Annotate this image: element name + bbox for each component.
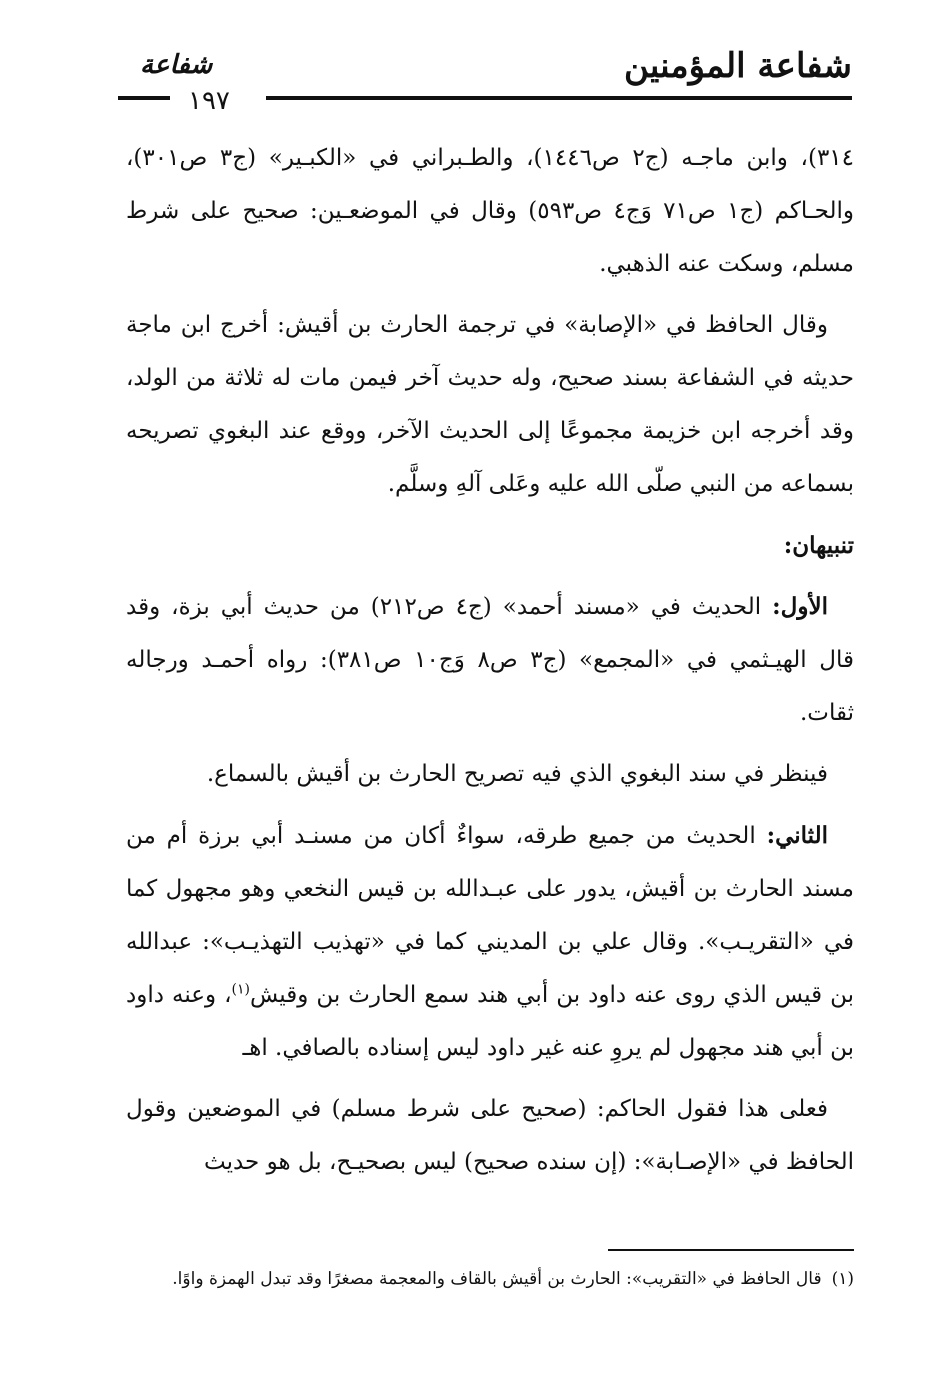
chapter-title: شفاعة: [140, 50, 213, 80]
paragraph-second-note: [126, 809, 854, 1075]
paragraph-citations: ٣١٤)، وابن ماجـه (ج٢ ص١٤٤٦)، والطـبراني في «الكبـير» (ج٣ ص٣٠١)، والحـاكم (ج١ ص٧١ وَج٤ ص٥٩٣) وقال في الموضعـين: صحيح على شرط مسلم، وسكت عنه الذهبي.: [126, 145, 854, 277]
footnote-text: قال الحافظ في «التقريب»: الحارث بن أقيش بالقاف والمعجمة مصغرًا وقد تبدل الهمزة واوًا.: [172, 1269, 822, 1289]
paragraph-first-note: [126, 580, 854, 740]
paragraph-baghawi: فينظر في سند البغوي الذي فيه تصريح الحارث بن أقيش بالسماع.: [206, 761, 828, 787]
header-rule-short: [118, 96, 170, 100]
footnote-number: (١): [831, 1269, 854, 1289]
book-title: شفاعة المؤمنين: [623, 46, 852, 86]
paragraph-conclusion: فعلى هذا فقول الحاكم: (صحيح على شرط مسلم) في الموضعين وقول الحافظ في «الإصـابة»: (إن سنده صحيح) ليس بصحيـح، بل هو حديث: [126, 1096, 854, 1175]
first-note-text: الحديث في «مسند أحمد» (ج٤ ص٢١٢) من حديث أبي بزة، وقد قال الهيـثمي في «المجمع» (ج٣ ص٨ وَج١٠ ص٣٨١): رواه أحمـد ورجاله ثقات.: [126, 594, 855, 726]
body-text: [126, 132, 854, 1197]
second-note-text-end: ، وعنه داود بن أبي هند مجهول لم يروِ عنه غير داود ليس إسناده بالصافي. اهـ: [126, 982, 854, 1061]
footnote-item: [126, 1262, 854, 1296]
second-note-label: الثاني:: [766, 822, 828, 849]
page-number: ١٩٧: [188, 86, 230, 116]
header-rule: [266, 96, 852, 100]
second-note-text: الحديث من جميع طرقه، سواءٌ أكان من مسنـد أبي برزة أم من مسند الحارث بن أقيش، يدور على عبـدالله بن قيس النخعي وهو مجهول كما في «التقريـب». وقال علي بن المديني كما في «تهذيب التهذيـب»: عبدالله بن قيس الذي روى عنه داود بن أبي هند سمع الحارث بن وقيش: [126, 823, 854, 1008]
footnote-reference: (١): [231, 981, 250, 998]
footnote-separator: [608, 1249, 854, 1251]
paragraph-isaba: وقال الحافظ في «الإصابة» في ترجمة الحارث بن أقيش: أخرج ابن ماجة حديثه في الشفاعة بسند صحيح، وله حديث آخر فيمن مات له ثلاثة من الولد، وقد أخرجه ابن خزيمة مجموعًا إلى الحديث الآخر، ووقع عند البغوي تصريحه بسماعه من النبي صلّى الله عليه وعَلى آلهِ وسلَّم.: [126, 312, 854, 497]
first-note-label: الأول:: [772, 593, 828, 620]
notes-heading: تنبيهان:: [783, 532, 854, 559]
footnotes: [126, 1262, 854, 1296]
page-header: [118, 40, 852, 115]
